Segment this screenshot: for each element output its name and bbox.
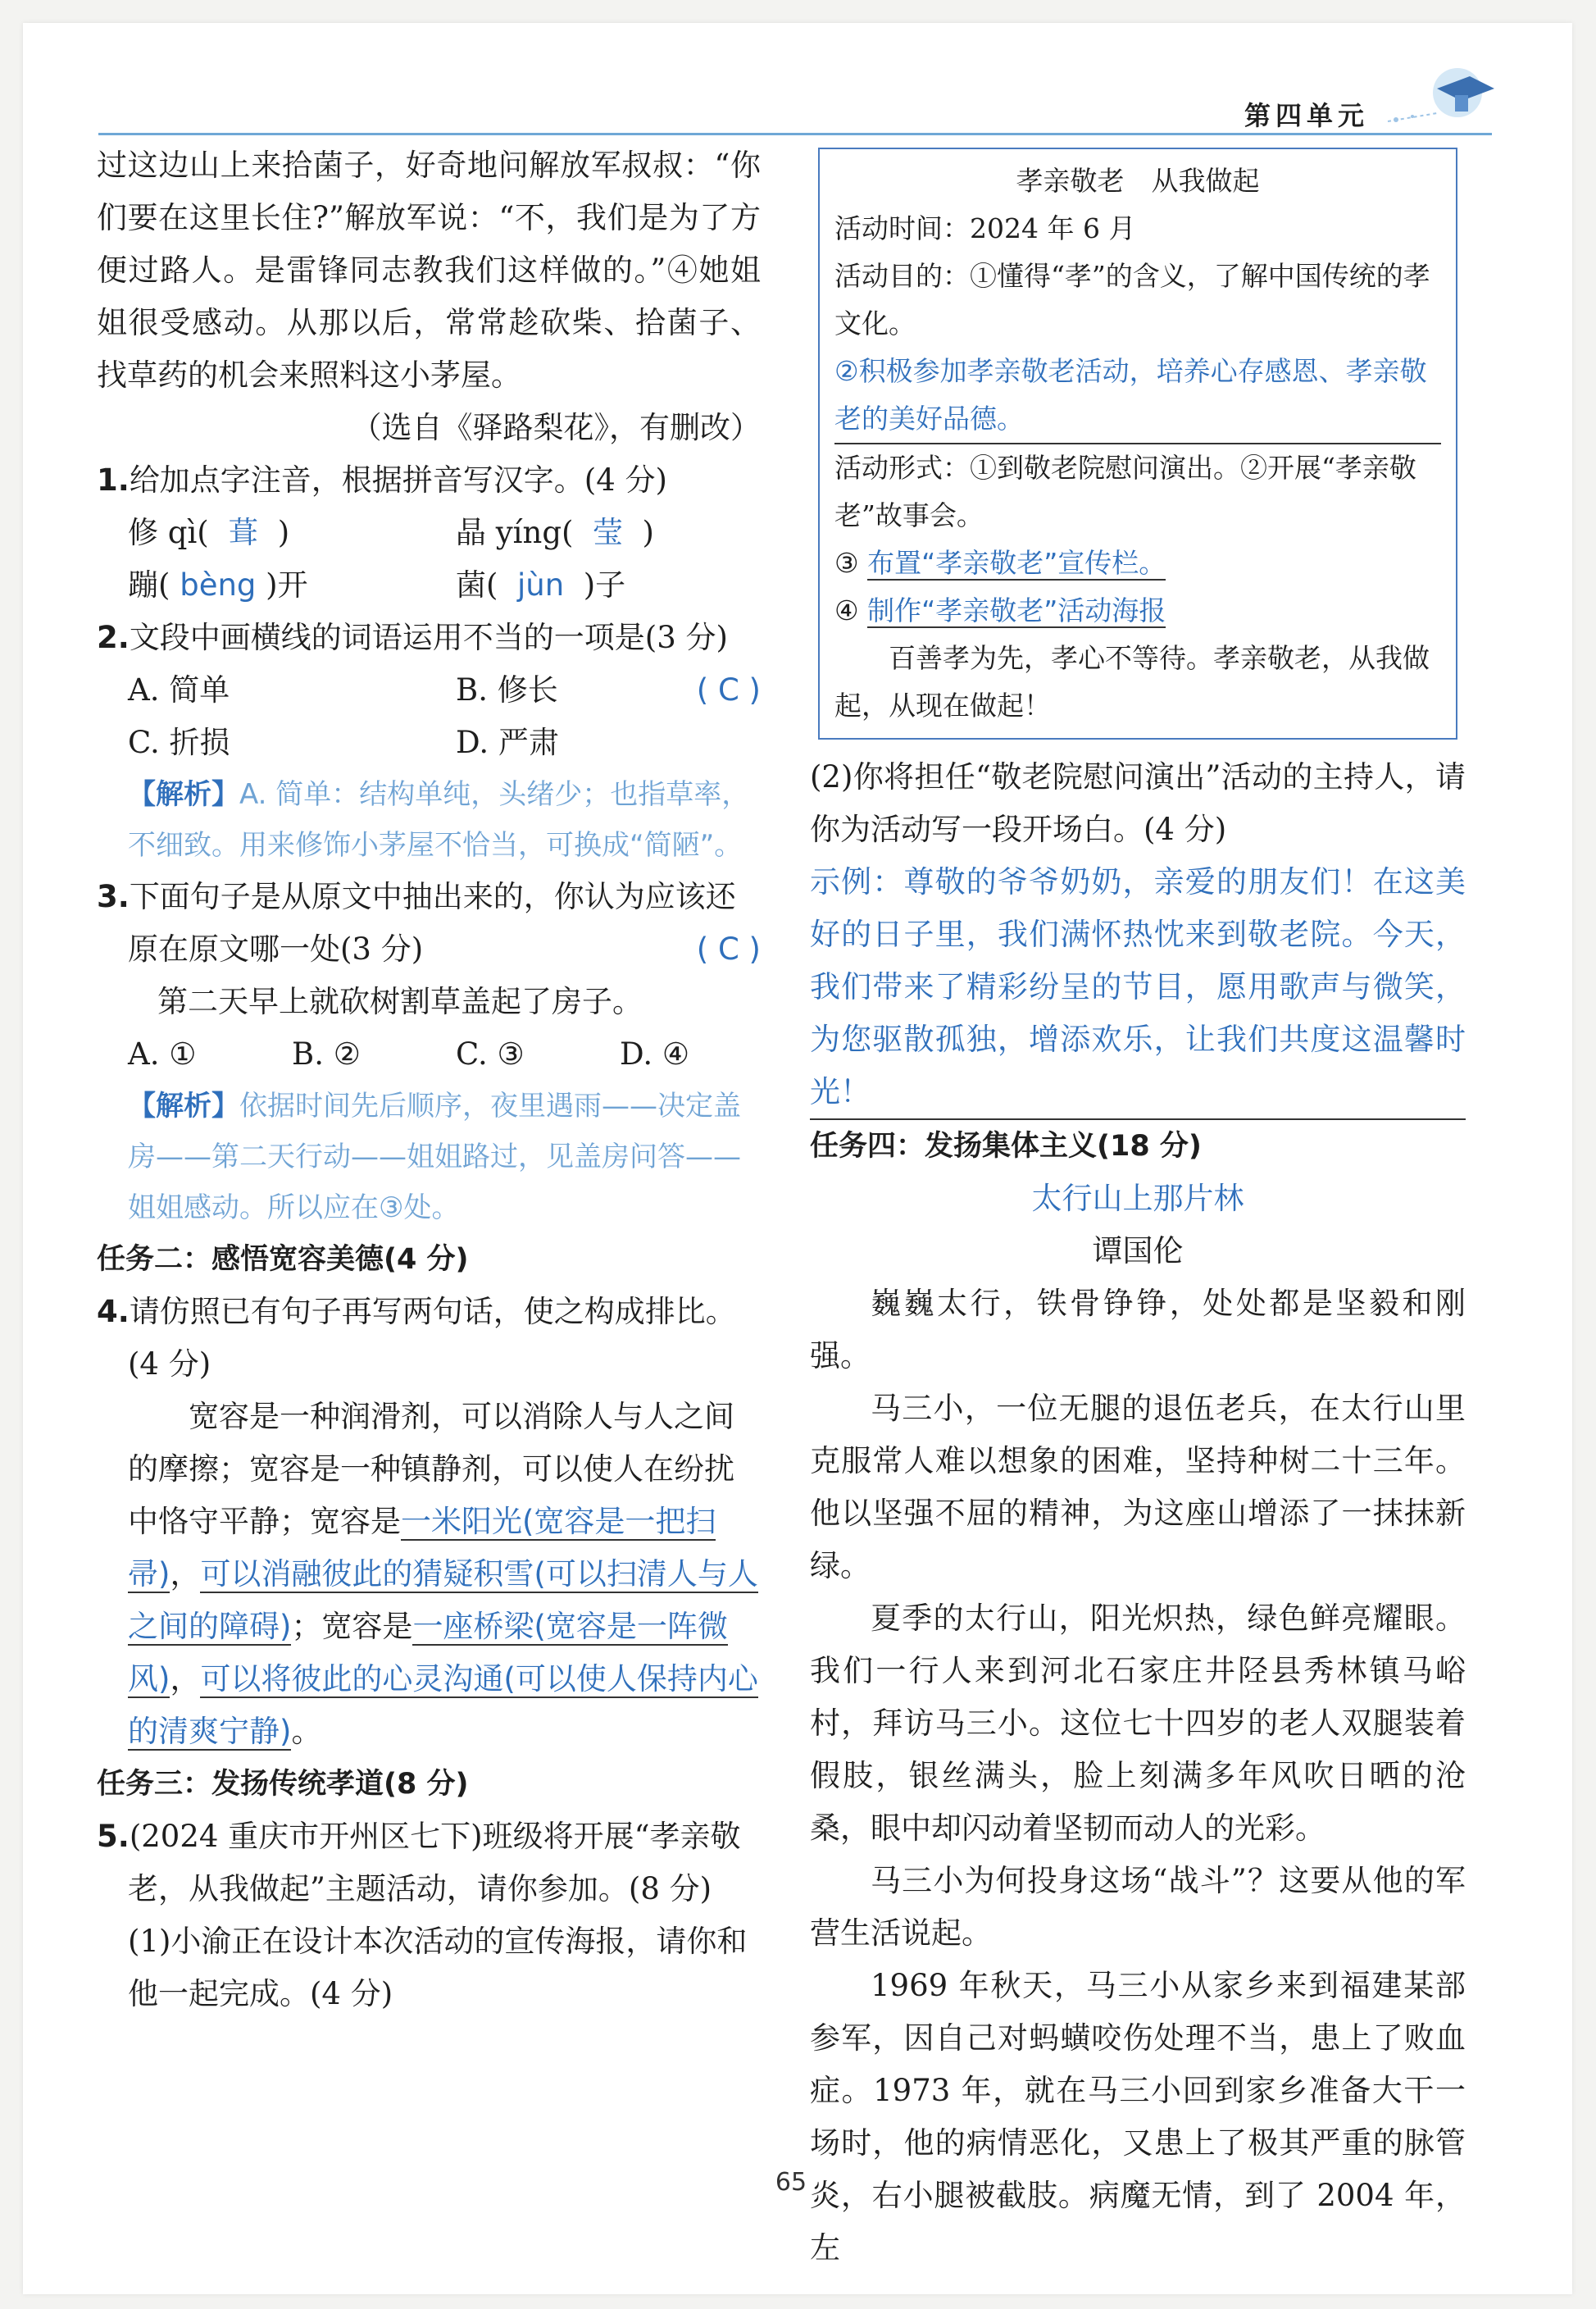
poster-title: 孝亲敬老 从我做起: [1016, 165, 1260, 197]
q5-sub-2: (2)你将担任“敬老院慰问演出”活动的主持人，请你为活动写一段开场白。(4 分): [810, 759, 1466, 847]
unit-title: 第四单元: [1244, 100, 1370, 131]
q4-answer: 可以将彼此的心灵沟通(可以使人保持内心的清爽宁静): [128, 1661, 758, 1749]
option: B. 修长: [456, 672, 558, 708]
q3-answer: ( C ): [696, 931, 761, 967]
analysis-text: 依据时间先后顺序，夜里遇雨——决定盖房——第二天行动——姐姐路过，见盖房问答——姐姐感动。所以应在③处。: [128, 1090, 741, 1224]
q1-answer: bèng: [180, 567, 257, 603]
article-paragraph: 夏季的太行山，阳光炽热，绿色鲜亮耀眼。我们一行人来到河北石家庄井陉县秀林镇马峪村，拜访马三小。这位七十四岁的老人双腿装着假肢，银丝满头，脸上刻满多年风吹日晒的沧桑，眼中却闪动着坚韧而动人的光彩。: [810, 1601, 1466, 1846]
q3-options: [97, 1028, 761, 1081]
poster-form-answer: 布置“孝亲敬老”宣传栏。: [867, 547, 1166, 579]
q1-answer: jùn: [516, 567, 565, 603]
question-stem: 文段中画横线的词语运用不当的一项是(3 分): [129, 620, 728, 655]
poster-goal: 活动目的：①懂得“孝”的含义，了解中国传统的孝文化。: [834, 260, 1430, 339]
poster-time: 活动时间：2024 年 6 月: [834, 212, 1136, 244]
right-column: [810, 139, 1466, 2275]
poster-closing: 百善孝为先，孝心不等待。孝亲敬老，从我做起，从现在做起！: [834, 642, 1430, 722]
left-column: [97, 139, 761, 2020]
q5-sub-1: (1)小渝正在设计本次活动的宣传海报，请你和他一起完成。(4 分): [128, 1924, 748, 2011]
analysis-tag: 【解析】: [128, 778, 239, 811]
option: A. ①: [128, 1036, 197, 1072]
question-stem: (2024 重庆市开州区七下)班级将开展“孝亲敬老，从我做起”主题活动，请你参加。(8 分): [128, 1819, 741, 1906]
article-title: 太行山上那片林: [1031, 1181, 1244, 1216]
question-number: 4.: [97, 1294, 130, 1329]
article-paragraph: 1969 年秋天，马三小从家乡来到福建某部参军，因自己对蚂蟥咬伤处理不当，患上了败血症。1973 年，就在马三小回到家乡准备大干一场时，他的病情恶化，又患上了极其严重的脉管炎，右小腿被截肢。病魔无情，到了 2004 年，左: [810, 1968, 1466, 2266]
q2-options: [97, 664, 728, 769]
passage-text: 过这边山上来拾菌子，好奇地问解放军叔叔：“你们要在这里长住?”解放军说：“不，我们是为了方便过路人。是雷锋同志教我们这样做的。”④她姐姐很受感动。从那以后，常常趁砍柴、拾菌子、找草药的机会来照料这小茅屋。: [97, 148, 761, 393]
question-number: 5.: [97, 1819, 130, 1854]
question-4: [97, 1286, 761, 1391]
article-paragraph: 巍巍太行，铁骨铮铮，处处都是坚毅和刚强。: [810, 1286, 1466, 1373]
task-3-heading: 任务三：发扬传统孝道(8 分): [97, 1768, 469, 1801]
poster-form-4: ④ 制作“孝亲敬老”活动海报: [834, 594, 1166, 626]
q1-items: [97, 507, 761, 612]
option: D. 严肃: [456, 725, 559, 760]
q3-sentence: 第二天早上就砍树割草盖起了房子。: [157, 984, 643, 1019]
question-stem: 给加点字注音，根据拼音写汉字。(4 分): [129, 462, 667, 498]
poster-goal-answer: ②积极参加孝亲敬老活动，培养心存感恩、孝亲敬老的美好品德。: [834, 348, 1441, 444]
article-paragraph: 马三小为何投身这场“战斗”？这要从他的军营生活说起。: [810, 1863, 1466, 1951]
passage-source: （选自《驿路梨花》，有删改）: [351, 410, 761, 445]
task-2-heading: 任务二：感悟宽容美德(4 分): [97, 1243, 469, 1276]
q4-answer: 可以消融彼此的猜疑积雪(可以扫清人与人之间的障碍): [128, 1556, 758, 1644]
q1-item: 修 qì( 葺 ): [128, 515, 290, 550]
q1-item: 晶 yíng( 莹 ): [456, 515, 654, 550]
q4-text: 宽容是一种润滑剂，可以消除人与人之间的摩擦；宽容是一种镇静剂，可以使人在纷扰中恪守平静；宽容是一米阳光(宽容是一把扫帚)，可以消融彼此的猜疑积雪(可以扫清人与人之间的障碍)；宽容是一座桥梁(宽容是一阵微风)，可以将彼此的心灵沟通(可以使人保持内心的清爽宁静)。: [128, 1399, 758, 1749]
question-number: 1.: [97, 462, 130, 498]
poster-form-3: ③ 布置“孝亲敬老”宣传栏。: [834, 547, 1166, 579]
analysis-tag: 【解析】: [128, 1090, 239, 1123]
q4-answer: 一米阳光(宽容是一把扫帚): [128, 1504, 716, 1592]
poster-form: 活动形式：①到敬老院慰问演出。②开展“孝亲敬老”故事会。: [834, 452, 1416, 531]
option: A. 简单: [128, 672, 230, 708]
question-3: [97, 871, 761, 976]
question-number: 2.: [97, 620, 130, 655]
activity-poster: [818, 148, 1457, 740]
q2-analysis: [97, 769, 761, 871]
q1-answer: 莹: [592, 515, 623, 550]
option: C. ③: [456, 1036, 525, 1072]
analysis-text: A. 简单：结构单纯，头绪少；也指草率，不细致。用来修饰小茅屋不恰当，可换成“简陋”。: [128, 778, 750, 862]
header-divider: [98, 133, 1492, 135]
graduation-cap-icon: [1380, 56, 1503, 138]
article-author: 谭国伦: [1092, 1233, 1184, 1268]
question-5: [97, 1810, 761, 1915]
q1-item: 蹦( bèng )开: [128, 567, 308, 603]
poster-form-answer: 制作“孝亲敬老”活动海报: [867, 594, 1166, 626]
q1-answer: 葺: [228, 515, 259, 550]
task-4-heading: 任务四：发扬集体主义(18 分): [810, 1130, 1202, 1163]
question-stem: 下面句子是从原文中抽出来的，你认为应该还原在原文哪一处(3 分): [128, 879, 736, 967]
q1-item: 菌( jùn )子: [456, 567, 626, 603]
article-paragraph: 马三小，一位无腿的退伍老兵，在太行山里克服常人难以想象的困难，坚持种树二十三年。他以坚强不屈的精神，为这座山增添了一抹抹新绿。: [810, 1391, 1466, 1583]
question-stem: 请仿照已有句子再写两句话，使之构成排比。(4 分): [128, 1294, 736, 1382]
page-number: 65: [775, 2168, 807, 2197]
option: B. ②: [292, 1036, 361, 1072]
question-number: 3.: [97, 879, 130, 914]
q3-analysis: [97, 1081, 761, 1233]
option: C. 折损: [128, 725, 230, 760]
q2-answer: ( C ): [696, 672, 761, 708]
question-1: [97, 454, 761, 507]
q4-answer: 一座桥梁(宽容是一阵微风): [128, 1609, 728, 1696]
option: D. ④: [620, 1036, 690, 1072]
q5-sub-2-answer: 示例：尊敬的爷爷奶奶，亲爱的朋友们！在这美好的日子里，我们满怀热忱来到敬老院。今天，我们带来了精彩纷呈的节目，愿用歌声与微笑，为您驱散孤独，增添欢乐，让我们共度这温馨时光！: [810, 856, 1466, 1120]
